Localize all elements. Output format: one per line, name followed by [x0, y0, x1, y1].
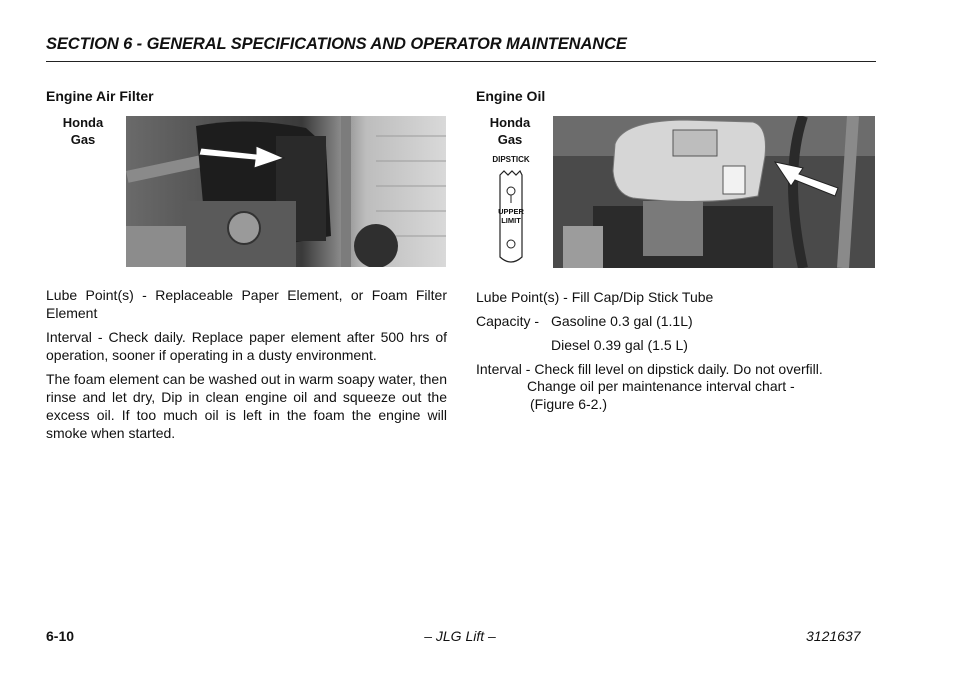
engine-oil-photo — [553, 116, 875, 268]
dipstick-diagram — [488, 155, 534, 267]
engine-label-fuel: Gas — [70, 132, 96, 147]
engine-oil-heading: Engine Oil — [476, 88, 546, 104]
page-number: 6-10 — [46, 628, 75, 644]
upper-limit-label — [488, 207, 534, 225]
engine-oil-interval-line1: Interval - Check fill level on dipstick daily. Do not overfill. — [476, 361, 823, 377]
dipstick-label: DIPSTICK — [492, 155, 530, 164]
document-number: 3121637 — [806, 628, 861, 644]
air-filter-foam-note: The foam element can be washed out in warm soapy water, then rinse and let dry, Dip in clean engine oil and squeeze out the excess oil. If too much oil is left in the foam the engine will smoke when started. — [46, 371, 447, 441]
air-filter-engine-illustration — [126, 116, 446, 267]
header-rule — [46, 61, 876, 62]
engine-oil-engine-label — [487, 114, 533, 148]
section-title: SECTION 6 - GENERAL SPECIFICATIONS AND OPERATOR MAINTENANCE — [46, 35, 627, 53]
upper-limit-line2: LIMIT — [501, 216, 521, 225]
capacity-diesel: Diesel 0.39 gal (1.5 L) — [551, 337, 688, 353]
engine-oil-lube-points: Lube Point(s) - Fill Cap/Dip Stick Tube — [476, 289, 714, 305]
air-filter-lube-points: Lube Point(s) - Replaceable Paper Element, or Foam Filter Element — [46, 287, 447, 321]
air-filter-photo — [126, 116, 446, 267]
engine-label-make: Honda — [489, 115, 531, 130]
footer-publisher: – JLG Lift – — [424, 628, 496, 644]
engine-label-make: Honda — [62, 115, 104, 130]
air-filter-engine-label — [60, 114, 106, 148]
engine-oil-illustration — [553, 116, 875, 268]
engine-label-fuel: Gas — [497, 132, 523, 147]
air-filter-interval: Interval - Check daily. Replace paper element after 500 hrs of operation, sooner if operating in a dusty environment. — [46, 329, 447, 363]
upper-limit-line1: UPPER — [498, 207, 524, 216]
capacity-label: Capacity - — [476, 313, 540, 329]
capacity-gasoline: Gasoline 0.3 gal (1.1L) — [551, 313, 693, 329]
engine-oil-interval-line3: (Figure 6-2.) — [530, 396, 608, 412]
engine-oil-interval-line2: Change oil per maintenance interval chart - — [527, 378, 795, 394]
engine-air-filter-heading: Engine Air Filter — [46, 88, 154, 104]
